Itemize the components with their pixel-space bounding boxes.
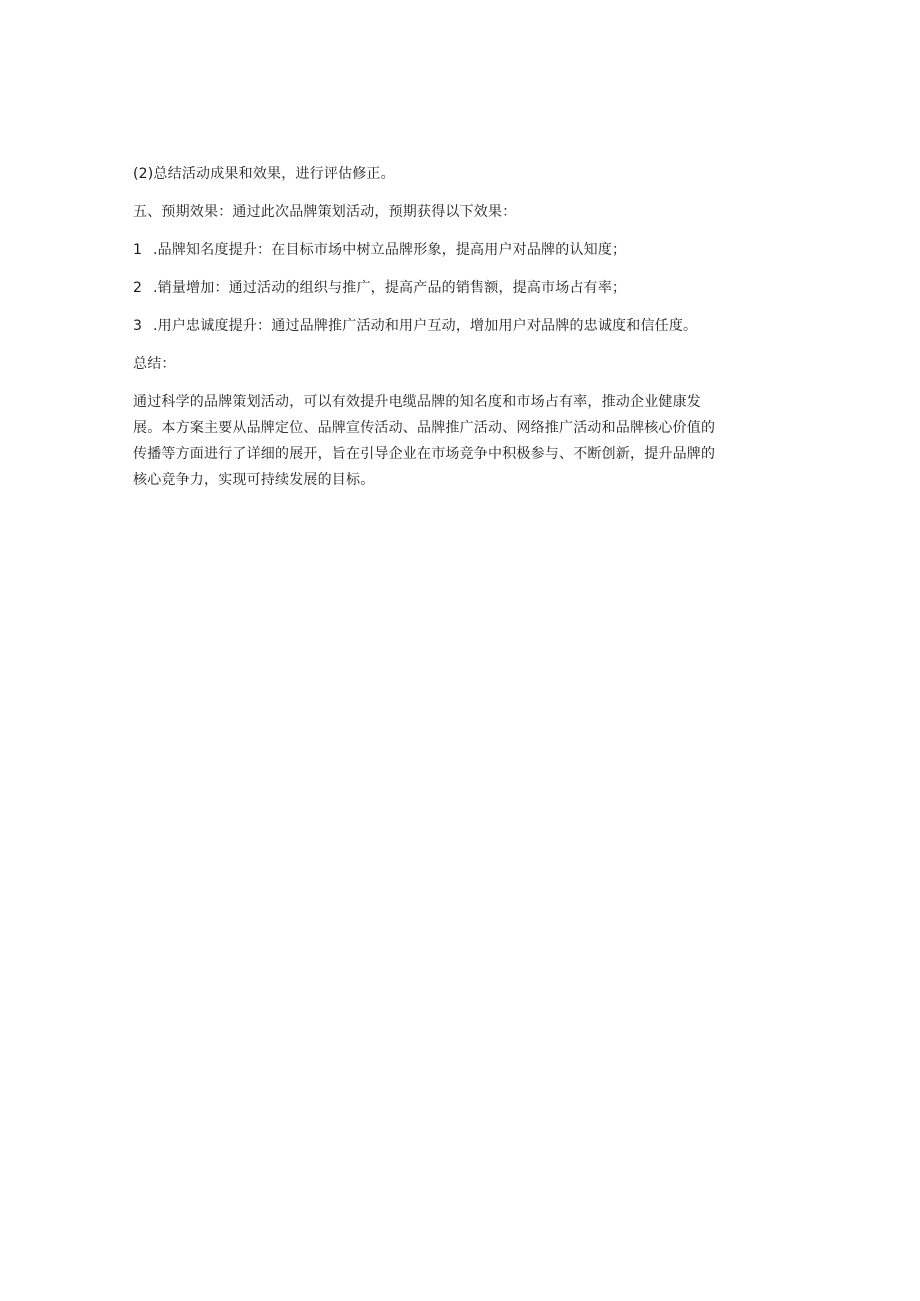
summary-heading: 总结： <box>133 356 176 372</box>
effect-item-1 <box>133 237 793 263</box>
effect-item-number: 2 <box>133 280 143 296</box>
summary-line: 核心竞争力，实现可持续发展的目标。 <box>133 472 375 488</box>
summary-line: 展。本方案主要从品牌定位、品牌宣传活动、品牌推广活动、网络推广活动和品牌核心价值的 <box>133 420 716 436</box>
effect-item-number: 1 <box>133 242 143 258</box>
effect-item-text: .用户忠诚度提升：通过品牌推广活动和用户互动，增加用户对品牌的忠诚度和信任度。 <box>153 318 698 334</box>
effect-item-text: .品牌知名度提升：在目标市场中树立品牌形象，提高用户对品牌的认知度； <box>153 242 627 258</box>
effect-item-text: .销量增加：通过活动的组织与推广，提高产品的销售额，提高市场占有率； <box>153 280 627 296</box>
summary-line: 通过科学的品牌策划活动，可以有效提升电缆品牌的知名度和市场占有率，推动企业健康发 <box>133 394 701 410</box>
effect-item-number: 3 <box>133 318 143 334</box>
step-2-paragraph: (2)总结活动成果和效果，进行评估修正。 <box>133 166 395 182</box>
effect-item-2 <box>133 275 793 301</box>
effect-item-3 <box>133 313 793 339</box>
summary-paragraph <box>133 389 788 493</box>
section-5-heading: 五、预期效果：通过此次品牌策划活动，预期获得以下效果： <box>133 204 517 220</box>
summary-line: 传播等方面进行了详细的展开，旨在引导企业在市场竞争中积极参与、不断创新，提升品牌的 <box>133 446 716 462</box>
document-content <box>133 161 793 493</box>
